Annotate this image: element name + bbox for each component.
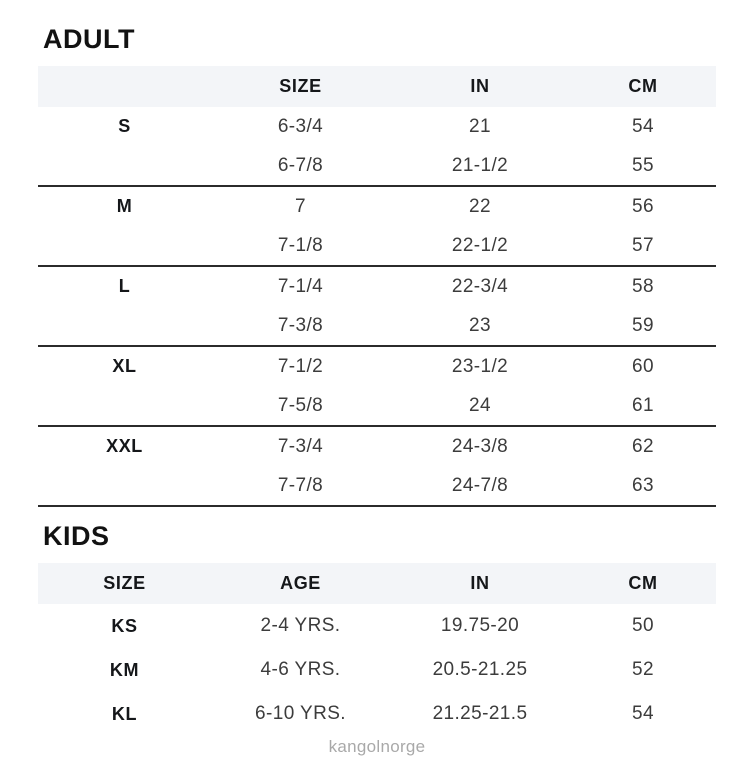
adult-table-header-row <box>38 66 716 107</box>
adult-cm: 61 <box>632 394 654 416</box>
kids-section-title: KIDS <box>43 521 110 551</box>
table-row <box>38 427 716 466</box>
table-row <box>38 386 716 427</box>
adult-size-label: S <box>118 116 131 136</box>
adult-inches: 22 <box>469 195 491 217</box>
adult-inches: 21 <box>469 115 491 137</box>
adult-cm: 62 <box>632 435 654 457</box>
table-row <box>38 604 716 648</box>
adult-size-label: M <box>116 196 133 216</box>
kids-cm: 54 <box>632 703 654 724</box>
kids-header-cm: CM <box>628 573 658 593</box>
table-row <box>38 347 716 386</box>
brand-watermark: kangolnorge <box>328 737 426 756</box>
kids-inches: 21.25-21.5 <box>432 703 528 724</box>
adult-cm: 59 <box>632 314 654 336</box>
adult-size-label: XL <box>112 356 137 376</box>
adult-cm: 55 <box>632 154 654 176</box>
adult-size-label: L <box>118 276 131 296</box>
kids-size-label: KM <box>109 659 140 680</box>
adult-size-table <box>38 66 716 507</box>
kids-header-in: IN <box>470 573 490 593</box>
kids-size-label: KL <box>111 703 138 724</box>
table-row <box>38 466 716 507</box>
adult-hat-size: 7-5/8 <box>277 394 324 416</box>
kids-table-header-row <box>38 563 716 604</box>
adult-inches: 21-1/2 <box>451 154 509 176</box>
table-row <box>38 267 716 306</box>
adult-hat-size: 7-3/8 <box>277 314 324 336</box>
adult-section-title: ADULT <box>43 24 135 54</box>
adult-header-size: SIZE <box>279 76 322 96</box>
adult-hat-size: 7-1/8 <box>277 234 324 256</box>
kids-header-size: SIZE <box>103 573 146 593</box>
kids-inches: 19.75-20 <box>440 615 520 636</box>
adult-inches: 23 <box>469 314 491 336</box>
adult-inches: 22-3/4 <box>451 275 509 297</box>
adult-header-in: IN <box>470 76 490 96</box>
adult-cm: 60 <box>632 355 654 377</box>
adult-hat-size: 6-7/8 <box>277 154 324 176</box>
adult-cm: 56 <box>632 195 654 217</box>
kids-cm: 52 <box>632 659 654 680</box>
kids-age: 4-6 YRS. <box>260 659 341 680</box>
adult-inches: 22-1/2 <box>451 234 509 256</box>
kids-age: 6-10 YRS. <box>255 703 346 724</box>
kids-size-table <box>38 563 716 736</box>
kids-age: 2-4 YRS. <box>260 615 341 636</box>
adult-inches: 23-1/2 <box>451 355 509 377</box>
adult-hat-size: 6-3/4 <box>277 115 324 137</box>
adult-hat-size: 7-1/2 <box>277 355 324 377</box>
table-row <box>38 692 716 736</box>
adult-inches: 24-7/8 <box>451 474 509 496</box>
adult-hat-size: 7-1/4 <box>277 275 324 297</box>
table-row <box>38 107 716 146</box>
adult-hat-size: 7 <box>295 195 306 217</box>
kids-size-label: KS <box>111 615 138 636</box>
table-row <box>38 146 716 187</box>
adult-cm: 63 <box>632 474 654 496</box>
adult-cm: 58 <box>632 275 654 297</box>
adult-hat-size: 7-7/8 <box>277 474 324 496</box>
kids-header-age: AGE <box>280 573 321 593</box>
adult-cm: 54 <box>632 115 654 137</box>
adult-inches: 24-3/8 <box>451 435 509 457</box>
adult-cm: 57 <box>632 234 654 256</box>
table-row <box>38 648 716 692</box>
adult-hat-size: 7-3/4 <box>277 435 324 457</box>
adult-size-label: XXL <box>106 436 143 456</box>
adult-header-cm: CM <box>628 76 658 96</box>
table-row <box>38 187 716 226</box>
kids-inches: 20.5-21.25 <box>432 659 528 680</box>
table-row <box>38 226 716 267</box>
adult-inches: 24 <box>469 394 491 416</box>
kids-cm: 50 <box>632 615 654 636</box>
table-row <box>38 306 716 347</box>
